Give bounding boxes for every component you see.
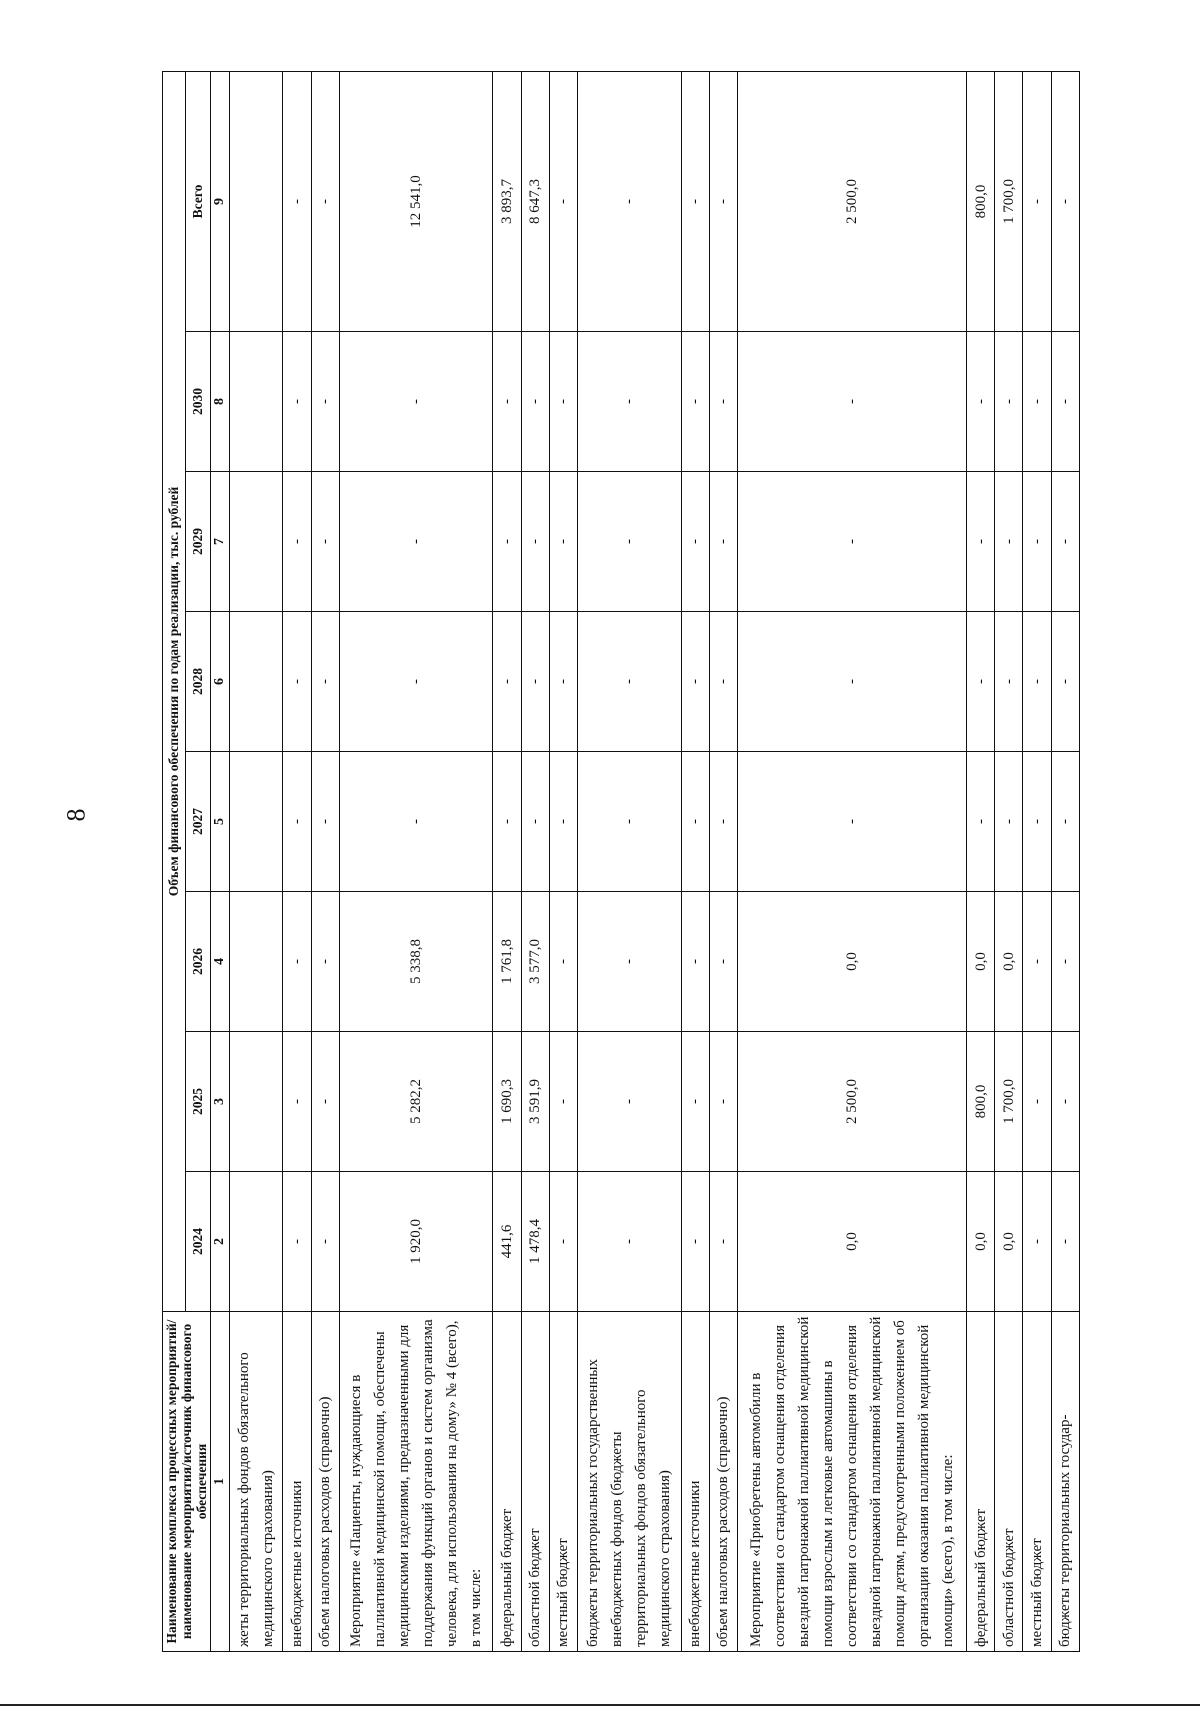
- row-year-value: 0,0: [995, 892, 1023, 1032]
- row-year-value: 3 591,9: [521, 1032, 549, 1172]
- row-year-value: -: [709, 892, 737, 1032]
- table-row: [578, 71, 682, 1651]
- row-year-value: [230, 752, 283, 892]
- row-year-value: -: [549, 332, 577, 472]
- row-total-value: 2 500,0: [738, 71, 967, 331]
- column-number: 9: [211, 71, 230, 331]
- row-year-value: -: [1023, 332, 1051, 472]
- header-year: 2025: [185, 1032, 210, 1172]
- row-year-value: -: [709, 332, 737, 472]
- header-name-col: Наименование комплекса процессных мероприятий/наименование мероприятия/источник финансового обеспечения: [163, 1312, 211, 1652]
- row-total-value: -: [578, 71, 682, 331]
- row-year-value: 800,0: [966, 1032, 994, 1172]
- row-year-value: -: [1051, 1172, 1079, 1312]
- header-year: 2028: [185, 612, 210, 752]
- row-year-value: -: [738, 752, 967, 892]
- row-year-value: -: [283, 332, 311, 472]
- header-total: Всего: [185, 71, 210, 331]
- row-year-value: -: [995, 472, 1023, 612]
- row-year-value: -: [311, 472, 339, 612]
- row-year-value: -: [283, 612, 311, 752]
- row-year-value: -: [493, 472, 521, 612]
- row-year-value: -: [549, 1172, 577, 1312]
- row-total-value: 800,0: [966, 71, 994, 331]
- table-row: [681, 71, 709, 1651]
- header-year: 2026: [185, 892, 210, 1032]
- row-year-value: -: [995, 752, 1023, 892]
- row-year-value: -: [578, 752, 682, 892]
- row-year-value: -: [1051, 472, 1079, 612]
- row-year-value: -: [578, 472, 682, 612]
- row-year-value: -: [578, 1032, 682, 1172]
- row-source-name: областной бюджет: [521, 1312, 549, 1652]
- table-row: [966, 71, 994, 1651]
- row-total-value: 12 541,0: [339, 71, 493, 331]
- table-row: [549, 71, 577, 1651]
- table-row: [230, 71, 283, 1651]
- row-source-name: внебюджетные источники: [283, 1312, 311, 1652]
- row-year-value: -: [339, 332, 493, 472]
- row-year-value: 0,0: [966, 1172, 994, 1312]
- row-year-value: 1 478,4: [521, 1172, 549, 1312]
- row-year-value: -: [681, 752, 709, 892]
- column-number: 8: [211, 332, 230, 472]
- scan-edge-line: [0, 1704, 1200, 1706]
- row-year-value: 0,0: [738, 892, 967, 1032]
- row-source-name: Мероприятие «Приобретены автомобили в соответствии со стандартом оснащения отделения выездной патронажной паллиативной медицинской помощи взрослым и легковые автомашины в соответствии со стандартом оснащения отделения выездной патронажной паллиативной медицинской помощи детям, предусмотренными положением об организации оказания паллиативной медицинской помощи» (всего), в том числе:: [738, 1312, 967, 1652]
- column-numbers-row: [211, 71, 230, 1651]
- row-source-name: областной бюджет: [995, 1312, 1023, 1652]
- row-year-value: -: [995, 612, 1023, 752]
- row-total-value: -: [681, 71, 709, 331]
- row-year-value: 0,0: [995, 1172, 1023, 1312]
- column-number: 1: [211, 1312, 230, 1652]
- row-year-value: 441,6: [493, 1172, 521, 1312]
- column-number: 5: [211, 752, 230, 892]
- row-year-value: -: [966, 472, 994, 612]
- row-total-value: 3 893,7: [493, 71, 521, 331]
- table-row: [311, 71, 339, 1651]
- row-year-value: -: [311, 332, 339, 472]
- row-year-value: -: [521, 332, 549, 472]
- column-number: 3: [211, 1032, 230, 1172]
- row-year-value: -: [311, 892, 339, 1032]
- row-source-name: объем налоговых расходов (справочно): [311, 1312, 339, 1652]
- row-year-value: -: [283, 1032, 311, 1172]
- row-year-value: -: [1051, 332, 1079, 472]
- row-source-name: внебюджетные источники: [681, 1312, 709, 1652]
- row-source-name: бюджеты территориальных государ-: [1051, 1312, 1079, 1652]
- row-year-value: 1 920,0: [339, 1172, 493, 1312]
- row-year-value: -: [578, 612, 682, 752]
- row-year-value: -: [966, 612, 994, 752]
- row-year-value: [230, 1032, 283, 1172]
- row-year-value: -: [311, 1172, 339, 1312]
- row-year-value: 3 577,0: [521, 892, 549, 1032]
- column-number: 4: [211, 892, 230, 1032]
- row-year-value: -: [1051, 892, 1079, 1032]
- row-year-value: -: [738, 612, 967, 752]
- row-year-value: -: [966, 752, 994, 892]
- row-year-value: -: [339, 472, 493, 612]
- row-year-value: -: [681, 1032, 709, 1172]
- row-year-value: 0,0: [966, 892, 994, 1032]
- row-year-value: -: [1051, 1032, 1079, 1172]
- row-year-value: -: [283, 892, 311, 1032]
- row-source-name: бюджеты территориальных государственных внебюджетных фондов (бюджеты территориальных фондов обязательного медицинского страхования): [578, 1312, 682, 1652]
- row-year-value: -: [681, 1172, 709, 1312]
- row-year-value: -: [493, 332, 521, 472]
- row-year-value: -: [339, 612, 493, 752]
- row-year-value: -: [738, 332, 967, 472]
- row-year-value: -: [339, 752, 493, 892]
- row-year-value: 0,0: [738, 1172, 967, 1312]
- row-year-value: -: [283, 472, 311, 612]
- row-total-value: [230, 71, 283, 331]
- row-year-value: [230, 472, 283, 612]
- row-year-value: 5 338,8: [339, 892, 493, 1032]
- table-row: [283, 71, 311, 1651]
- row-source-name: федеральный бюджет: [493, 1312, 521, 1652]
- header-group: Объем финансового обеспечения по годам реализации, тыс. рублей: [163, 71, 186, 1311]
- table-row: [1051, 71, 1079, 1651]
- table-row: [521, 71, 549, 1651]
- row-total-value: -: [549, 71, 577, 331]
- row-year-value: -: [681, 472, 709, 612]
- row-year-value: -: [283, 752, 311, 892]
- row-total-value: 8 647,3: [521, 71, 549, 331]
- row-year-value: [230, 892, 283, 1032]
- column-number: 6: [211, 612, 230, 752]
- row-source-name: местный бюджет: [1023, 1312, 1051, 1652]
- row-year-value: -: [311, 752, 339, 892]
- row-total-value: -: [1051, 71, 1079, 331]
- column-number: 7: [211, 472, 230, 612]
- row-year-value: -: [311, 612, 339, 752]
- row-year-value: 1 761,8: [493, 892, 521, 1032]
- row-year-value: -: [709, 1032, 737, 1172]
- financing-table-container: [162, 72, 1074, 1652]
- row-year-value: -: [549, 892, 577, 1032]
- row-year-value: -: [521, 472, 549, 612]
- row-total-value: 1 700,0: [995, 71, 1023, 331]
- row-year-value: 1 700,0: [995, 1032, 1023, 1172]
- row-total-value: -: [709, 71, 737, 331]
- row-year-value: -: [549, 752, 577, 892]
- row-year-value: [230, 332, 283, 472]
- row-year-value: 2 500,0: [738, 1032, 967, 1172]
- row-year-value: 1 690,3: [493, 1032, 521, 1172]
- header-year: 2024: [185, 1172, 210, 1312]
- row-year-value: -: [966, 332, 994, 472]
- row-year-value: -: [709, 752, 737, 892]
- row-year-value: -: [578, 1172, 682, 1312]
- row-source-name: жеты территориальных фондов обязательного медицинского страхования): [230, 1312, 283, 1652]
- row-year-value: -: [521, 612, 549, 752]
- row-year-value: -: [681, 892, 709, 1032]
- row-year-value: -: [995, 332, 1023, 472]
- table-row: [709, 71, 737, 1651]
- row-year-value: -: [1023, 892, 1051, 1032]
- row-year-value: -: [1023, 1032, 1051, 1172]
- row-year-value: -: [578, 892, 682, 1032]
- row-total-value: -: [1023, 71, 1051, 331]
- row-year-value: -: [493, 752, 521, 892]
- row-year-value: -: [681, 332, 709, 472]
- row-year-value: -: [709, 472, 737, 612]
- row-year-value: -: [709, 612, 737, 752]
- column-number: 2: [211, 1172, 230, 1312]
- row-year-value: -: [1023, 752, 1051, 892]
- table-row: [995, 71, 1023, 1651]
- row-source-name: федеральный бюджет: [966, 1312, 994, 1652]
- row-year-value: -: [1023, 1172, 1051, 1312]
- row-year-value: -: [1051, 752, 1079, 892]
- row-source-name: местный бюджет: [549, 1312, 577, 1652]
- table-row: [1023, 71, 1051, 1651]
- row-year-value: -: [1023, 472, 1051, 612]
- row-year-value: -: [521, 752, 549, 892]
- page-number: 8: [61, 808, 91, 822]
- row-year-value: -: [681, 612, 709, 752]
- header-year: 2030: [185, 332, 210, 472]
- header-year: 2027: [185, 752, 210, 892]
- row-year-value: -: [311, 1032, 339, 1172]
- row-year-value: [230, 612, 283, 752]
- row-year-value: -: [549, 612, 577, 752]
- row-year-value: [230, 1172, 283, 1312]
- table-row: [493, 71, 521, 1651]
- header-year: 2029: [185, 472, 210, 612]
- row-year-value: -: [738, 472, 967, 612]
- row-total-value: -: [311, 71, 339, 331]
- row-year-value: -: [549, 1032, 577, 1172]
- row-year-value: 5 282,2: [339, 1032, 493, 1172]
- row-source-name: Мероприятие «Пациенты, нуждающиеся в паллиативной медицинской помощи, обеспечены медицинскими изделиями, предназначенными для поддержания функций органов и систем организма человека, для использования на дому» № 4 (всего), в том числе:: [339, 1312, 493, 1652]
- row-year-value: -: [709, 1172, 737, 1312]
- table-row: [339, 71, 493, 1651]
- row-year-value: -: [1051, 612, 1079, 752]
- row-year-value: -: [578, 332, 682, 472]
- row-year-value: -: [493, 612, 521, 752]
- row-year-value: -: [549, 472, 577, 612]
- financing-table: [162, 71, 1080, 1652]
- table-row: [738, 71, 967, 1651]
- row-total-value: -: [283, 71, 311, 331]
- row-year-value: -: [283, 1172, 311, 1312]
- row-year-value: -: [1023, 612, 1051, 752]
- row-source-name: объем налоговых расходов (справочно): [709, 1312, 737, 1652]
